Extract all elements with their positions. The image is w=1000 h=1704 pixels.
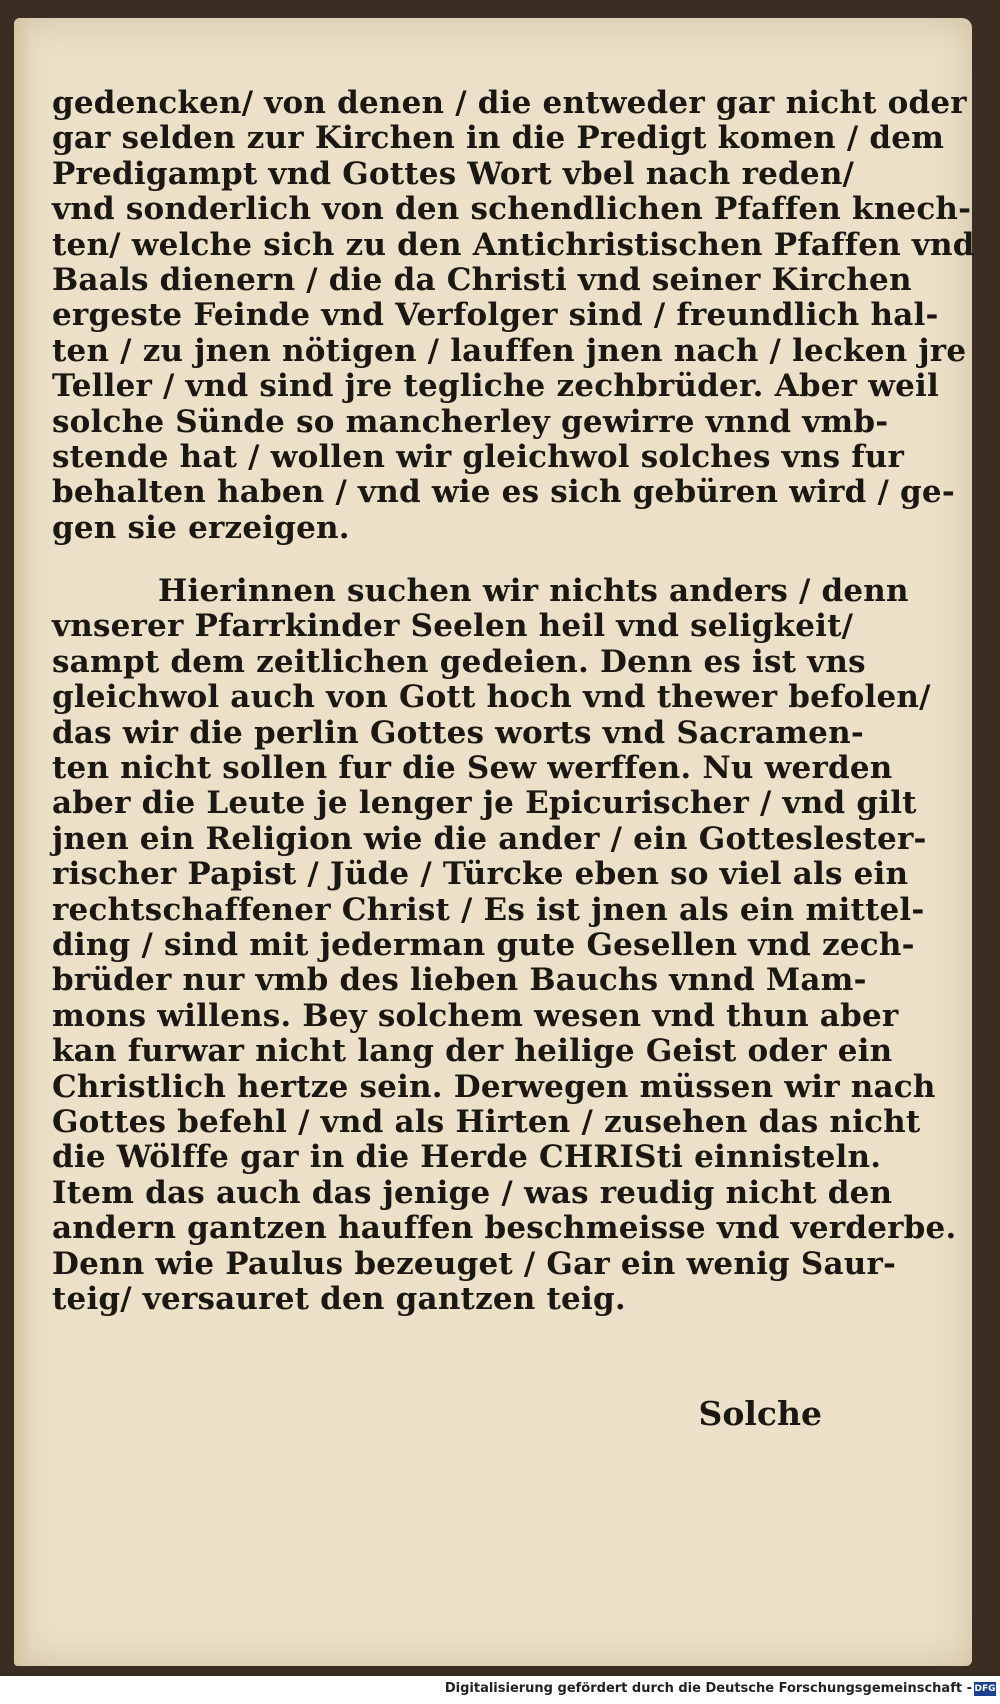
text-line: gen sie erzeigen. <box>52 509 350 546</box>
digitization-footer <box>0 1676 1000 1704</box>
dfg-logo-icon: DFG <box>974 1684 996 1694</box>
text-line: aber die Leute je lenger je Epicurischer / vnd gilt <box>52 785 917 822</box>
text-line: behalten haben / vnd wie es sich gebüren wird / ge- <box>52 474 955 511</box>
paragraph-1 <box>52 85 975 546</box>
text-line: jnen ein Religion wie die ander / ein Gotteslester- <box>52 820 927 857</box>
text-line: andern gantzen hauffen beschmeisse vnd verderbe. <box>52 1210 957 1247</box>
paragraph-2 <box>52 573 957 1317</box>
text-line: ten / zu jnen nötigen / lauffen jnen nach / lecken jre <box>52 332 967 369</box>
paragraph-spacer <box>52 546 842 574</box>
text-line: vnserer Pfarrkinder Seelen heil vnd seligkeit/ <box>52 608 854 645</box>
text-line: die Wölffe gar in die Herde CHRISti einnisteln. <box>52 1139 882 1176</box>
text-line: teig/ versauret den gantzen teig. <box>52 1280 626 1317</box>
text-line: vnd sonderlich von den schendlichen Pfaffen knech- <box>52 191 972 228</box>
text-line: gleichwol auch von Gott hoch vnd thewer befolen/ <box>52 679 931 716</box>
text-line: rischer Papist / Jüde / Türcke eben so viel als ein <box>52 856 909 893</box>
text-line: Teller / vnd sind jre tegliche zechbrüder. Aber weil <box>52 368 939 405</box>
text-line: kan furwar nicht lang der heilige Geist oder ein <box>52 1033 893 1070</box>
text-line: Item das auch das jenige / was reudig nicht den <box>52 1174 893 1211</box>
text-line: brüder nur vmb des lieben Bauchs vnnd Mam- <box>52 962 867 999</box>
text-line: solche Sünde so mancherley gewirre vnnd vmb- <box>52 403 889 440</box>
text-line: mons willens. Bey solchem wesen vnd thun aber <box>52 997 899 1034</box>
text-line: gar selden zur Kirchen in die Predigt komen / dem <box>52 120 945 157</box>
text-line: sampt dem zeitlichen gedeien. Denn es ist vns <box>52 643 866 680</box>
text-line: das wir die perlin Gottes worts vnd Sacramen- <box>52 714 864 751</box>
text-line: rechtschaffener Christ / Es ist jnen als ein mittel- <box>52 891 925 928</box>
page-text <box>52 85 975 1317</box>
text-line: ten nicht sollen fur die Sew werffen. Nu werden <box>52 750 893 787</box>
text-line: Denn wie Paulus bezeuget / Gar ein wenig Saur- <box>52 1245 897 1282</box>
text-line: ergeste Feinde vnd Verfolger sind / freundlich hal- <box>52 297 939 334</box>
text-line: Gottes befehl / vnd als Hirten / zusehen das nicht <box>52 1103 921 1140</box>
catchword: Solche <box>698 1394 822 1433</box>
text-line: gedencken/ von denen / die entweder gar nicht oder <box>52 85 967 121</box>
text-line: Christlich hertze sein. Derwegen müssen wir nach <box>52 1068 936 1105</box>
text-line: Baals dienern / die da Christi vnd seiner Kirchen <box>52 261 912 298</box>
text-line: ding / sind mit jederman gute Gesellen vnd zech- <box>52 926 915 963</box>
text-line: Predigampt vnd Gottes Wort vbel nach reden/ <box>52 155 855 192</box>
text-line: ten/ welche sich zu den Antichristischen Pfaffen vnd <box>52 226 975 263</box>
page-gutter-shadow <box>14 18 32 1666</box>
text-line: stende hat / wollen wir gleichwol solches vns fur <box>52 438 905 475</box>
funding-credit: Digitalisierung gefördert durch die Deutsche Forschungsgemeinschaft - <box>444 1681 972 1696</box>
text-line-indented: Hierinnen suchen wir nichts anders / denn <box>158 573 909 610</box>
